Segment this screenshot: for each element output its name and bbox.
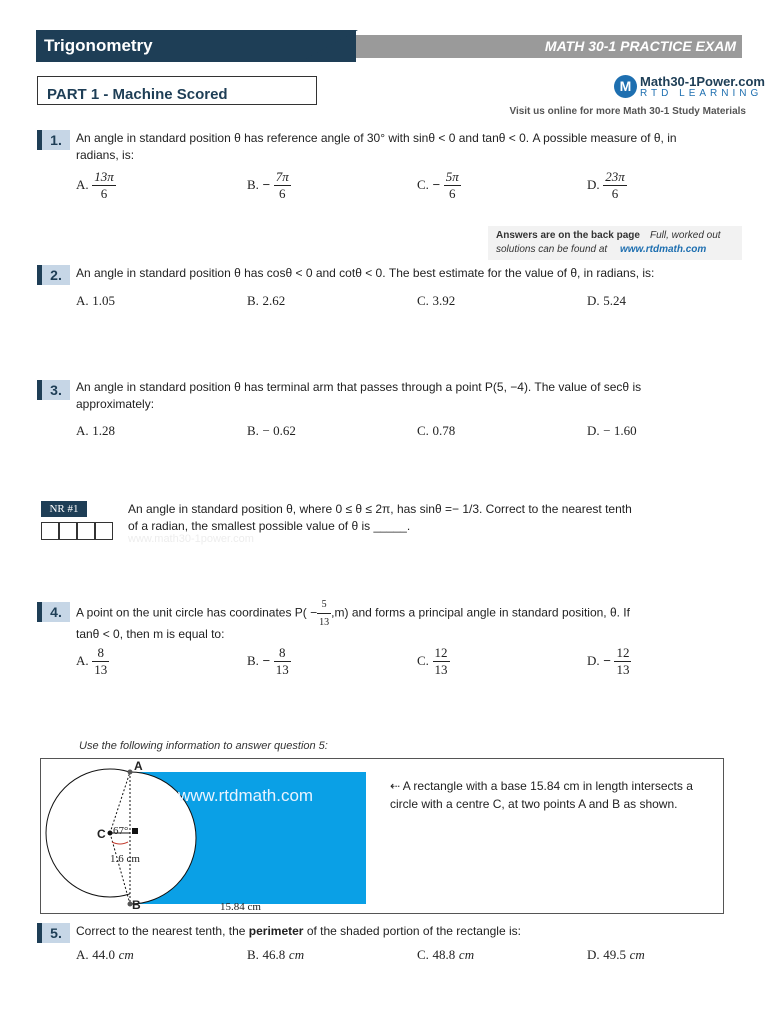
radius-label: 1.6 cm [110, 853, 140, 865]
fraction-denominator: 6 [449, 186, 456, 201]
fraction-numerator: 5 [317, 596, 331, 614]
option-c[interactable] [417, 423, 455, 439]
logo-text: Math30-1Power.com [640, 74, 765, 89]
right-angle-mark [132, 828, 138, 834]
option-letter: A. [76, 293, 89, 308]
question-number: 4. [37, 602, 70, 622]
nr-badge: NR #1 [41, 501, 87, 517]
question-text: An angle in standard position θ has reference angle of 30° with sinθ < 0 and tanθ < 0. A possible measure of θ, in [76, 131, 677, 145]
answers-note-line2: solutions can be found at [496, 244, 608, 255]
base-label: 15.84 cm [220, 901, 261, 913]
question-text: of a radian, the smallest possible value of θ is _____. [128, 519, 411, 533]
option-letter: A. [76, 652, 89, 668]
option-letter: D. [587, 652, 600, 668]
option-letter: B. [247, 176, 259, 192]
option-value: 3.92 [432, 293, 456, 308]
question-number: 2. [37, 265, 70, 285]
option-b[interactable] [247, 423, 296, 439]
option-d[interactable] [587, 423, 637, 439]
option-a[interactable] [76, 947, 134, 963]
angle-label: 67° [113, 825, 129, 837]
question-text-part: Correct to the nearest tenth, the [76, 924, 246, 938]
question-text: An angle in standard position θ, where 0 ≤ θ ≤ 2π, has sinθ =− 1/3. Correct to the nearest tenth [128, 502, 632, 516]
option-letter: D. [587, 423, 600, 438]
fraction-denominator: 13 [319, 617, 330, 628]
answer-cell[interactable] [95, 522, 113, 540]
question-text: An angle in standard position θ has cosθ < 0 and cotθ < 0. The best estimate for the value of θ, in radians, is: [76, 266, 655, 280]
label-b: B [132, 898, 141, 912]
fraction-numerator: 8 [274, 645, 291, 662]
fraction-numerator: 23π [605, 169, 625, 184]
exam-title: MATH 30-1 PRACTICE EXAM [544, 38, 736, 54]
option-letter: C. [417, 947, 429, 962]
option-a[interactable] [76, 169, 116, 202]
fraction-denominator: 6 [611, 186, 619, 201]
answer-cell[interactable] [77, 522, 95, 540]
fraction-numerator: 8 [92, 645, 109, 662]
diagram-description: circle with a centre C, at two points A and B as shown. [390, 797, 678, 811]
option-fraction [433, 645, 450, 678]
option-value: − 1.60 [603, 423, 637, 438]
option-fraction [274, 645, 291, 678]
option-d[interactable] [587, 947, 645, 963]
option-fraction [444, 169, 461, 202]
answer-cell[interactable] [41, 522, 59, 540]
question-number: 3. [37, 380, 70, 400]
fraction-numerator: 12 [434, 645, 448, 660]
option-value: 48.8 [432, 947, 456, 962]
option-sign: − [603, 652, 611, 668]
option-unit: cm [458, 947, 475, 962]
fraction-denominator: 13 [616, 662, 630, 677]
question-number: 1. [37, 130, 70, 150]
question-text-part: A point on the unit circle has coordinates P( − [76, 605, 318, 620]
option-letter: B. [247, 423, 259, 438]
option-letter: B. [247, 652, 259, 668]
option-unit: cm [118, 947, 134, 962]
option-c[interactable] [417, 169, 461, 202]
visit-note: Visit us online for more Math 30-1 Study Materials [509, 106, 746, 117]
option-letter: D. [587, 947, 600, 962]
option-letter: A. [76, 947, 89, 962]
answers-note-link[interactable]: www.rtdmath.com [620, 244, 707, 255]
question-text: An angle in standard position θ has terminal arm that passes through a point P(5, −4). The value of secθ is [76, 380, 642, 394]
question-text-bold: perimeter [248, 924, 304, 938]
option-c[interactable] [417, 947, 474, 963]
answer-cell[interactable] [59, 522, 77, 540]
option-unit: cm [629, 947, 645, 962]
logo-icon: M [614, 75, 637, 98]
option-b[interactable] [247, 169, 291, 202]
option-c[interactable] [417, 645, 450, 678]
option-letter: D. [587, 293, 600, 308]
option-letter: B. [247, 293, 259, 308]
question-text: tanθ < 0, then m is equal to: [76, 627, 225, 641]
circle-rectangle-diagram [40, 758, 370, 918]
question-text: radians, is: [76, 148, 135, 162]
option-d[interactable] [587, 645, 631, 678]
question-text-part: of the shaded portion of the rectangle is: [306, 924, 521, 938]
option-fraction [274, 169, 291, 202]
option-c[interactable] [417, 293, 455, 309]
option-a[interactable] [76, 293, 115, 309]
fraction-denominator: 13 [275, 662, 289, 677]
option-value: 46.8 [262, 947, 286, 962]
fraction-numerator: 12 [616, 645, 630, 660]
center-point [108, 831, 113, 836]
label-c: C [97, 827, 106, 841]
option-value: 44.0 [92, 947, 116, 962]
fraction-denominator: 6 [279, 186, 286, 201]
fraction-numerator: 7π [275, 169, 289, 184]
option-b[interactable] [247, 645, 291, 678]
option-a[interactable] [76, 423, 115, 439]
header-left-slant [300, 30, 358, 62]
option-value: 1.28 [92, 423, 116, 438]
question-text-part: ,m) and forms a principal angle in standard position, θ. If [331, 605, 630, 620]
option-unit: cm [288, 947, 305, 962]
option-letter: D. [587, 176, 600, 192]
answers-note-bold: Answers are on the back page [496, 230, 640, 241]
answers-note-italic: Full, worked out [650, 230, 721, 241]
radius-line-a [110, 772, 130, 833]
inline-fraction [317, 596, 331, 631]
option-value: 49.5 [603, 947, 627, 962]
radius-brace [112, 842, 128, 844]
option-value: − 0.62 [262, 423, 296, 438]
fraction-numerator: 13π [94, 169, 114, 184]
info-instruction: Use the following information to answer question 5: [79, 740, 328, 752]
question-text: approximately: [76, 397, 155, 411]
option-fraction [603, 169, 627, 202]
option-letter: B. [247, 947, 259, 962]
fraction-denominator: 6 [100, 186, 108, 201]
option-a[interactable] [76, 645, 109, 678]
part-label: PART 1 - Machine Scored [47, 86, 228, 103]
option-sign: − [262, 652, 271, 668]
question-number: 5. [37, 923, 70, 943]
option-letter: A. [76, 176, 89, 192]
fraction-denominator: 13 [94, 662, 108, 677]
logo-subtext: RTD LEARNING [640, 88, 763, 99]
question-text [76, 923, 521, 940]
option-b[interactable] [247, 293, 285, 309]
fraction-numerator: 5π [445, 169, 459, 184]
option-d[interactable] [587, 293, 626, 309]
option-b[interactable] [247, 947, 304, 963]
label-a: A [134, 759, 143, 773]
option-d[interactable] [587, 169, 627, 202]
option-letter: C. [417, 423, 429, 438]
fraction-denominator: 13 [434, 662, 448, 677]
option-value: 2.62 [262, 293, 286, 308]
option-letter: A. [76, 423, 89, 438]
option-sign: − [432, 176, 441, 192]
option-letter: C. [417, 293, 429, 308]
diagram-description: ⇠ A rectangle with a base 15.84 cm in length intersects a [390, 779, 693, 793]
option-fraction [614, 645, 631, 678]
option-letter: C. [417, 176, 429, 192]
point-a [128, 770, 133, 775]
watermark: www.math30-1power.com [128, 533, 254, 545]
option-value: 0.78 [432, 423, 456, 438]
option-fraction [92, 169, 116, 202]
option-value: 5.24 [603, 293, 627, 308]
option-letter: C. [417, 652, 429, 668]
option-fraction [92, 645, 109, 678]
page-title: Trigonometry [44, 36, 153, 55]
option-sign: − [262, 176, 271, 192]
watermark: www.rtdmath.com [178, 786, 314, 805]
option-value: 1.05 [92, 293, 116, 308]
